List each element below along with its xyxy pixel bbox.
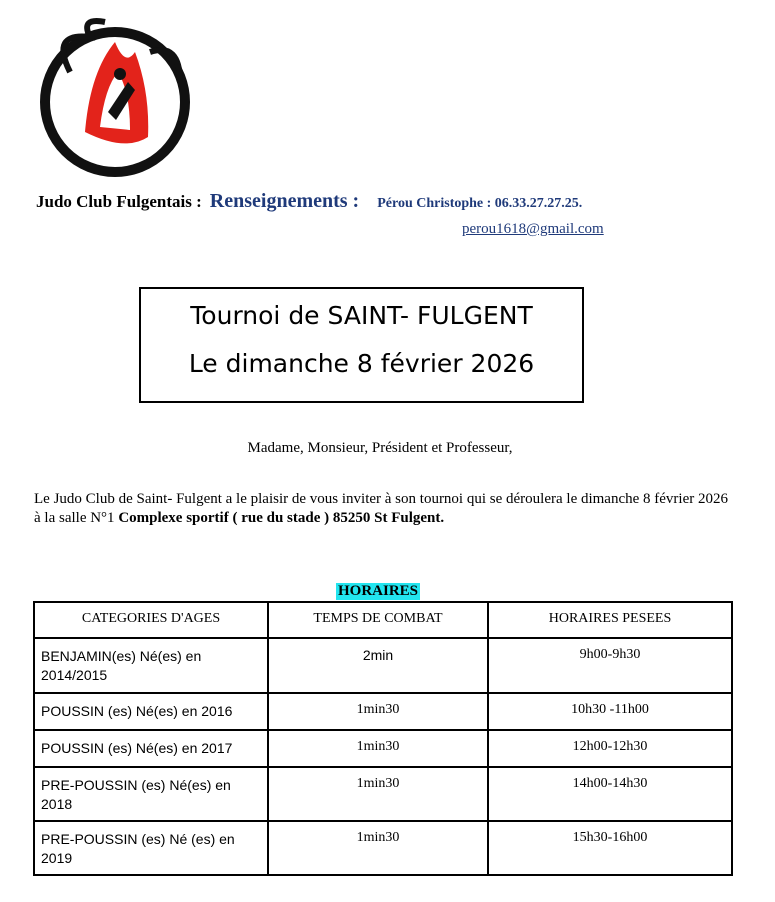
greeting: Madame, Monsieur, Président et Professeur, <box>247 440 513 456</box>
tournament-title-box <box>139 287 584 403</box>
club-name: Judo Club Fulgentais : <box>36 192 202 211</box>
contact-header <box>36 190 582 213</box>
intro-paragraph <box>34 490 734 528</box>
table-row <box>34 638 732 693</box>
pesee-cell: 12h00-12h30 <box>488 730 732 767</box>
combat-cell: 1min30 <box>268 730 488 767</box>
tournament-title: Tournoi de SAINT- FULGENT <box>190 301 533 330</box>
header-temps-combat: TEMPS DE COMBAT <box>268 602 488 638</box>
category-cell: BENJAMIN(es) Né(es) en 2014/2015 <box>34 638 268 693</box>
table-row <box>34 767 732 821</box>
category-cell: PRE-POUSSIN (es) Né (es) en 2019 <box>34 821 268 875</box>
combat-cell: 1min30 <box>268 767 488 821</box>
pesee-cell: 14h00-14h30 <box>488 767 732 821</box>
pesee-cell: 9h00-9h30 <box>488 638 732 693</box>
table-header-row <box>34 602 732 638</box>
table-row <box>34 730 732 767</box>
table-row <box>34 821 732 875</box>
combat-cell: 2min <box>268 638 488 693</box>
category-cell: PRE-POUSSIN (es) Né(es) en 2018 <box>34 767 268 821</box>
pesee-cell: 10h30 -11h00 <box>488 693 732 730</box>
email-link[interactable]: perou1618@gmail.com <box>462 221 604 237</box>
svg-text:JUDO CLUB FULGENTAIS: JUDO CLUB FULGENTAI <box>66 118 174 164</box>
renseignements-label: Renseignements : <box>209 190 360 212</box>
schedule-table <box>33 601 733 876</box>
combat-cell: 1min30 <box>268 821 488 875</box>
header-categories: CATEGORIES D'AGES <box>34 602 268 638</box>
category-cell: POUSSIN (es) Né(es) en 2016 <box>34 693 268 730</box>
tournament-date: Le dimanche 8 février 2026 <box>188 349 535 378</box>
category-cell: POUSSIN (es) Né(es) en 2017 <box>34 730 268 767</box>
header-horaires-pesees: HORAIRES PESEES <box>488 602 732 638</box>
horaires-heading: HORAIRES <box>338 583 419 599</box>
club-logo <box>30 12 200 182</box>
contact-info: Pérou Christophe : 06.33.27.27.25. <box>377 196 583 211</box>
intro-location: Complexe sportif ( rue du stade ) 85250 St Fulgent. <box>118 510 445 526</box>
table-row <box>34 693 732 730</box>
intro-text: Le Judo Club de Saint- Fulgent a le plaisir de vous inviter à son tournoi qui se déroulera le dimanche 8 février 2026 à la salle N°1 <box>34 491 728 526</box>
dragon-logo-icon <box>30 12 200 182</box>
pesee-cell: 15h30-16h00 <box>488 821 732 875</box>
combat-cell: 1min30 <box>268 693 488 730</box>
